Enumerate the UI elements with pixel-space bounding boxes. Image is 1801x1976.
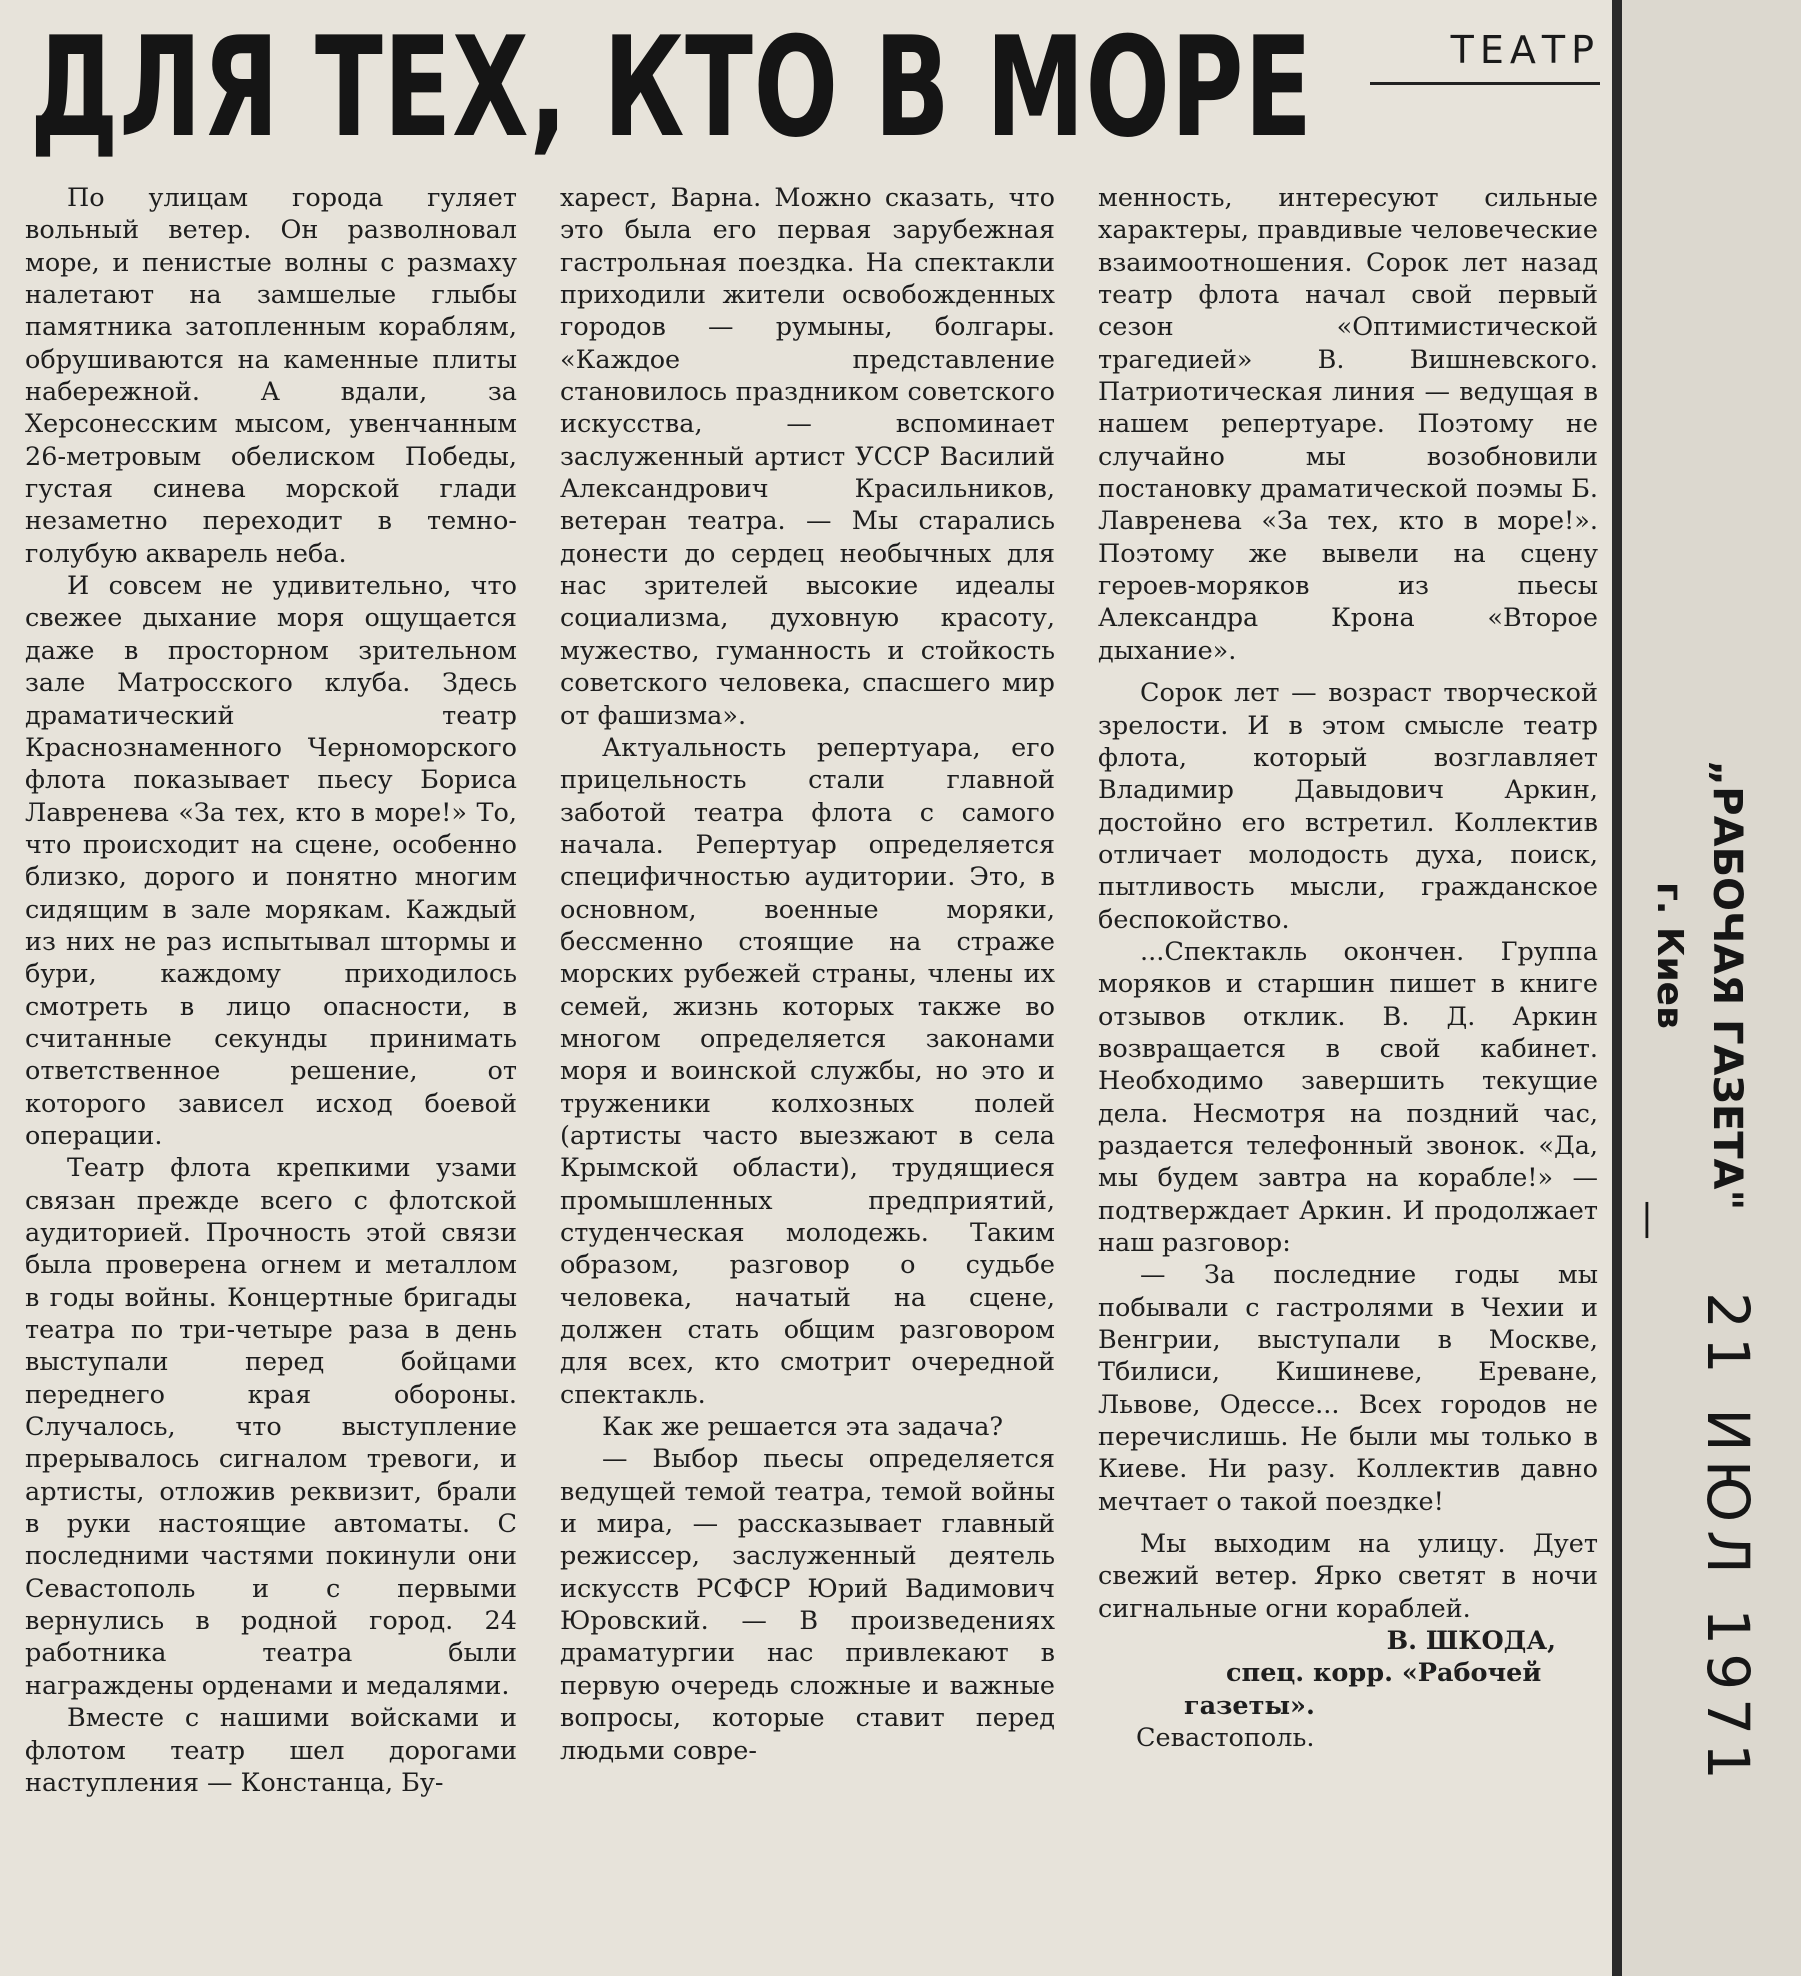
paragraph: — За последние годы мы побывали с гастролями в Чехии и Венгрии, выступали в Москве, Тбилиси, Кишиневе, Ереване, Львове, Одессе... Всех городов не перечислишь. Не были мы только в Киеве. Ни разу. Коллектив давно мечтает о такой поездке! [1098,1260,1598,1517]
paragraph: Вместе с нашими войсками и флотом театр шел дорогами наступления — Констанца, Бу- [25,1703,517,1798]
margin-dash: — [1626,1200,1672,1240]
paragraph: Мы выходим на улицу. Дует свежий ветер. Ярко светят в ночи сигнальные огни кораблей. [1098,1529,1598,1624]
headline: ДЛЯ ТЕХ, КТО В МОРЕ [30,7,1313,168]
paragraph: Театр флота крепкими узами связан прежде всего с флотской аудиторией. Прочность этой связи была проверена огнем и металлом в годы войны. Концертные бригады театра по три-четыре раза в день выступали перед бойцами переднего края обороны. Случалось, что выступление прерывалось сигналом тревоги, и артисты, отложив реквизит, брали в руки настоящие автоматы. С последними частями покинули они Севастополь и с первыми вернулись в родной город. 24 работника театра были награждены орденами и медалями. [25,1153,517,1701]
paragraph: — Выбор пьесы определяется ведущей темой театра, темой войны и мира, — рассказывает главный режиссер, заслуженный деятель искусств РСФСР Юрий Вадимович Юровский. — В произведениях драматургии нас привлекают в первую очередь сложные и важные вопросы, которые ставит перед людьми совре- [560,1444,1055,1766]
fold-line [1612,0,1622,1976]
margin-newspaper-name: „РАБОЧАЯ ГАЗЕТА" [1704,760,1750,1211]
paragraph: Сорок лет — возраст творческой зрелости. И в этом смысле театр флота, который возглавляет Владимир Давыдович Аркин, достойно его встретил. Коллектив отличает молодость духа, поиск, пытливость мысли, гражданское беспокойство. [1098,678,1598,935]
author-position: спец. корр. «Рабочей газеты». [1184,1658,1542,1721]
paragraph: Как же решается эта задача? [602,1412,1004,1443]
paragraph: По улицам города гуляет вольный ветер. Он разволновал море, и пенистые волны с размаху налетают на замшелые глыбы памятника затопленным кораблям, обрушиваются на каменные плиты набережной. А вдали, за Херсонесским мысом, увенчанным 26-метровым обелиском Победы, густая синева морской глади незаметно переходит в темно-голубую акварель неба. [25,183,517,569]
margin-date-stamp: 21 ИЮЛ 1971 [1694,1292,1762,1788]
paragraph: И совсем не удивительно, что свежее дыхание моря ощущается даже в просторном зрительном зале Матросского клуба. Здесь драматический театр Краснознаменного Черноморского флота показывает пьесу Бориса Лавренева «За тех, кто в море!» То, что происходит на сцене, особенно близко, дорого и понятно многим сидящим в зале морякам. Каждый из них не раз испытывал штормы и бури, каждому приходилось смотреть в лицо опасности, в считанные секунды принимать ответственное решение, от которого зависел исход боевой операции. [25,571,517,1151]
article-column-2 [560,182,1055,1767]
author-name: В. ШКОДА, [1386,1626,1556,1657]
margin-city: г. Киев [1649,882,1690,1029]
author-city: Севастополь. [1136,1723,1315,1754]
rubric-label: ТЕАТР [1370,28,1600,85]
article-column-3 [1098,182,1598,1755]
paragraph: Актуальность репертуара, его прицельность стали главной заботой театра флота с самого начала. Репертуар определяется специфичностью аудитории. Это, в основном, военные моряки, бессменно стоящие на страже морских рубежей страны, члены их семей, жизнь которых также во многом определяется законами моря и воинской службы, но это и труженики колхозных полей (артисты часто выезжают в села Крымской области), трудящиеся промышленных предприятий, студенческая молодежь. Таким образом, разговор о судьбе человека, начатый на сцене, должен стать общим разговором для всех, кто смотрит очередной спектакль. [560,732,1055,1410]
paragraph: менность, интересуют сильные характеры, правдивые человеческие взаимоотношения. Сорок лет назад театр флота начал свой первый сезон «Оптимистической трагедией» В. Вишневского. Патриотическая линия — ведущая в нашем репертуаре. Поэтому не случайно мы возобновили постановку драматической поэмы Б. Лавренева «За тех, кто в море!». Поэтому же вывели на сцену героев-моряков из пьесы Александра Крона «Второе дыхание». [1098,183,1598,666]
paragraph: харест, Варна. Можно сказать, что это была его первая зарубежная гастрольная поездка. На спектакли приходили жители освобожденных городов — румыны, болгары. «Каждое представление становилось праздником советского искусства, — вспоминает заслуженный артист УССР Василий Александрович Красильников, ветеран театра. — Мы старались донести до сердец необычных для нас зрителей высокие идеалы социализма, духовную красоту, мужество, гуманность и стойкость советского человека, спасшего мир от фашизма». [560,183,1055,731]
article-column-1 [25,182,517,1799]
paragraph: ...Спектакль окончен. Группа моряков и старшин пишет в книге отзывов отклик. В. Д. Аркин возвращается в свой кабинет. Необходимо завершить текущие дела. Несмотря на поздний час, раздается телефонный звонок. «Да, мы будем завтра на корабле!» — подтверждает Аркин. И продолжает наш разговор: [1098,936,1598,1258]
